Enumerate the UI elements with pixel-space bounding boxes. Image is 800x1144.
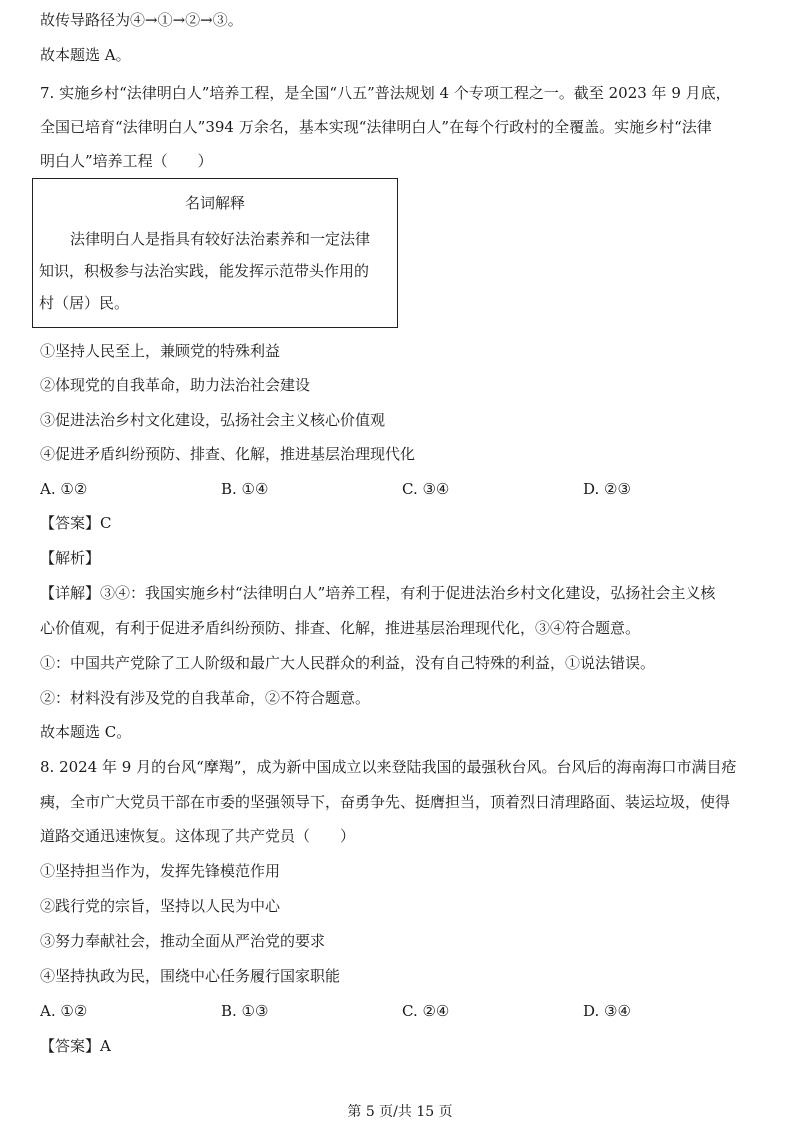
q7-detail-line-3: ①：中国共产党除了工人阶级和最广大人民群众的利益，没有自己特殊的利益，①说法错误。 xyxy=(40,654,656,672)
prev-answer-line: 故本题选 A。 xyxy=(40,46,131,64)
term-box-line-1: 法律明白人是指具有较好法治素养和一定法律 xyxy=(70,230,371,248)
q7-item-1: ①坚持人民至上，兼顾党的特殊利益 xyxy=(40,342,281,360)
q7-option-c: C. ③④ xyxy=(402,480,450,498)
term-definition-box xyxy=(32,178,398,328)
q7-option-a: A. ①② xyxy=(40,480,88,498)
q7-option-b: B. ①④ xyxy=(221,480,269,498)
q8-item-3: ③努力奉献社会，推动全面从严治党的要求 xyxy=(40,932,326,950)
q7-analysis-heading: 【解析】 xyxy=(40,549,101,567)
q7-stem-line-1: 7. 实施乡村“法律明白人”培养工程，是全国“八五”普法规划 4 个专项工程之一。截至 2023 年 9 月底， xyxy=(40,84,731,102)
q7-item-3: ③促进法治乡村文化建设，弘扬社会主义核心价值观 xyxy=(40,411,386,429)
q7-item-4: ④促进矛盾纠纷预防、排查、化解，推进基层治理现代化 xyxy=(40,445,416,463)
q7-stem-line-3: 明白人”培养工程（ ） xyxy=(40,152,213,170)
q8-item-2: ②践行党的宗旨，坚持以人民为中心 xyxy=(40,897,281,915)
term-box-title: 名词解释 xyxy=(185,194,246,212)
q7-detail-line-5: 故本题选 C。 xyxy=(40,723,132,741)
q8-stem-line-1: 8. 2024 年 9 月的台风“摩羯”，成为新中国成立以来登陆我国的最强秋台风。台风后的海南海口市满目疮 xyxy=(40,758,737,776)
q8-item-4: ④坚持执政为民，围绕中心任务履行国家职能 xyxy=(40,967,341,985)
q7-detail-line-1: 【详解】③④：我国实施乡村“法律明白人”培养工程，有利于促进法治乡村文化建设，弘扬社会主义核 xyxy=(40,584,716,602)
q8-answer: 【答案】A xyxy=(40,1037,111,1055)
q8-stem-line-3: 道路交通迅速恢复。这体现了共产党员（ ） xyxy=(40,827,356,845)
q8-item-1: ①坚持担当作为，发挥先锋模范作用 xyxy=(40,862,281,880)
q8-option-a: A. ①② xyxy=(40,1002,88,1020)
q8-stem-line-2: 痍，全市广大党员干部在市委的坚强领导下，奋勇争先、挺膺担当，顶着烈日清理路面、装运垃圾，使得 xyxy=(40,793,731,811)
q7-detail-line-4: ②：材料没有涉及党的自我革命，②不符合题意。 xyxy=(40,689,371,707)
q8-option-b: B. ①③ xyxy=(221,1002,269,1020)
prev-conclusion-line: 故传导路径为④→①→②→③。 xyxy=(40,11,243,29)
term-box-line-3: 村（居）民。 xyxy=(39,294,130,312)
q7-option-d: D. ②③ xyxy=(583,480,631,498)
q7-item-2: ②体现党的自我革命，助力法治社会建设 xyxy=(40,376,311,394)
term-box-line-2: 知识，积极参与法治实践，能发挥示范带头作用的 xyxy=(39,262,370,280)
q7-stem-line-2: 全国已培育“法律明白人”394 万余名，基本实现“法律明白人”在每个行政村的全覆盖。实施乡村“法律 xyxy=(40,118,712,136)
q7-detail-line-2: 心价值观，有利于促进矛盾纠纷预防、排查、化解，推进基层治理现代化，③④符合题意。 xyxy=(40,619,641,637)
q8-option-c: C. ②④ xyxy=(402,1002,450,1020)
page-footer: 第 5 页/共 15 页 xyxy=(347,1104,453,1120)
q8-option-d: D. ③④ xyxy=(583,1002,631,1020)
q7-answer: 【答案】C xyxy=(40,514,112,532)
